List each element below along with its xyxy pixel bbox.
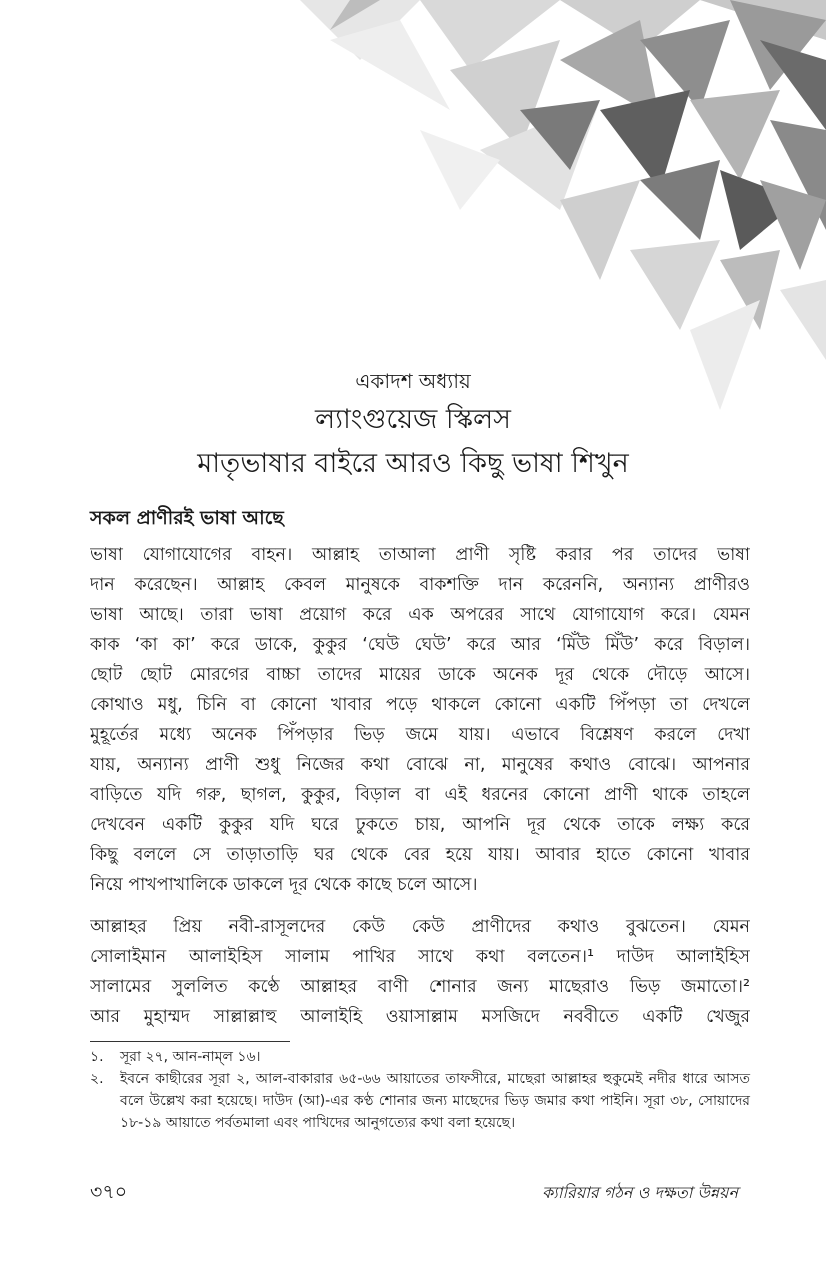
footnote-divider (90, 1041, 290, 1042)
text-line: আল্লাহর প্রিয় নবী-রাসূলদের কেউ কেউ প্রাণীদের কথাও বুঝতেন। যেমন (90, 917, 750, 937)
text-line: ভাষা আছে। তারা ভাষা প্রয়োগ করে এক অপরের সাথে যোগাযোগ করে। যেমন (90, 605, 750, 625)
footnotes (90, 1046, 750, 1134)
text-line: যায়, অন্যান্য প্রাণী শুধু নিজের কথা বোঝে না, মানুষের কথাও বোঝে। আপনার (90, 755, 750, 775)
text-line: বাড়িতে যদি গরু, ছাগল, কুকুর, বিড়াল বা এই ধরনের কোনো প্রাণী থাকে তাহলে (90, 785, 750, 805)
text-line: দেখবেন একটি কুকুর যদি ঘরে ঢুকতে চায়, আপনি দূর থেকে তাকে লক্ষ্য করে (90, 815, 750, 835)
text-line: আর মুহাম্মদ সাল্লাল্লাহু আলাইহি ওয়াসাল্লাম মসজিদে নববীতে একটি খেজুর (90, 1007, 750, 1027)
body-text (90, 540, 750, 1032)
chapter-heading (0, 366, 826, 484)
text-line: দান করেছেন। আল্লাহ কেবল মানুষকে বাকশক্তি দান করেননি, অন্যান্য প্রাণীরও (90, 575, 750, 595)
decorative-triangle-pattern (0, 0, 826, 420)
text-line: ভাষা যোগাযোগের বাহন। আল্লাহ তাআলা প্রাণী সৃষ্টি করার পর তাদের ভাষা (90, 545, 750, 565)
text-line: মুহূর্তের মধ্যে অনেক পিঁপড়ার ভিড় জমে যায়। এভাবে বিশ্লেষণ করলে দেখা (90, 725, 750, 745)
section-heading: সকল প্রাণীরই ভাষা আছে (90, 507, 284, 529)
footnote-number: ২. (90, 1071, 104, 1087)
footnote-text: ইবনে কাছীরের সূরা ২, আল-বাকারার ৬৫-৬৬ আয়াতের তাফসীরে, মাছেরা আল্লাহর হুকুমেই নদীর ধারে আসত বলে উল্লেখ করা হয়েছে। দাউদ (আ)-এর কণ্ঠ শোনার জন্য মাছেদের ভিড় জমার কথা পাইনি। সূরা ৩৮, সোয়াদের ১৮-১৯ আয়াতে পর্বতমালা এবং পাখিদের আনুগত্যের কথা বলা হয়েছে। (120, 1071, 750, 1131)
text-line: সোলাইমান আলাইহিস সালাম পাখির সাথে কথা বলতেন।¹ দাউদ আলাইহিস (90, 947, 750, 967)
chapter-title: ল্যাংগুয়েজ স্কিলস (315, 404, 511, 435)
text-line: কাক ‘কা কা’ করে ডাকে, কুকুর ‘ঘেউ ঘেউ’ করে আর ‘মিঁউ মিঁউ’ করে বিড়াল। (90, 635, 750, 655)
book-title: ক্যারিয়ার গঠন ও দক্ষতা উন্নয়ন (541, 1183, 738, 1202)
text-line: ছোট ছোট মোরগের বাচ্চা তাদের মায়ের ডাকে অনেক দূর থেকে দৌড়ে আসে। (90, 665, 750, 685)
page-number: ৩৭০ (90, 1181, 128, 1203)
text-line: নিয়ে পাখপাখালিকে ডাকলে দূর থেকে কাছে চলে আসে। (90, 875, 478, 895)
paragraph-2 (90, 912, 750, 1032)
text-line: কিছু বললে সে তাড়াতাড়ি ঘর থেকে বের হয়ে যায়। আবার হাতে কোনো খাবার (90, 845, 750, 865)
footnote-number: ১. (90, 1049, 104, 1065)
chapter-subtitle: মাতৃভাষার বাইরে আরও কিছু ভাষা শিখুন (197, 448, 629, 479)
text-line: কোথাও মধু, চিনি বা কোনো খাবার পড়ে থাকলে কোনো একটি পিঁপড়া তা দেখলে (90, 695, 750, 715)
chapter-number: একাদশ অধ্যায় (355, 369, 471, 393)
footnote-item (90, 1046, 750, 1068)
text-line: সালামের সুললিত কণ্ঠে আল্লাহর বাণী শোনার জন্য মাছেরাও ভিড় জমাতো।² (90, 977, 750, 997)
paragraph-1 (90, 540, 750, 900)
footnote-text: সূরা ২৭, আন-নাম্‌ল ১৬। (120, 1049, 261, 1065)
footnote-item (90, 1068, 750, 1134)
